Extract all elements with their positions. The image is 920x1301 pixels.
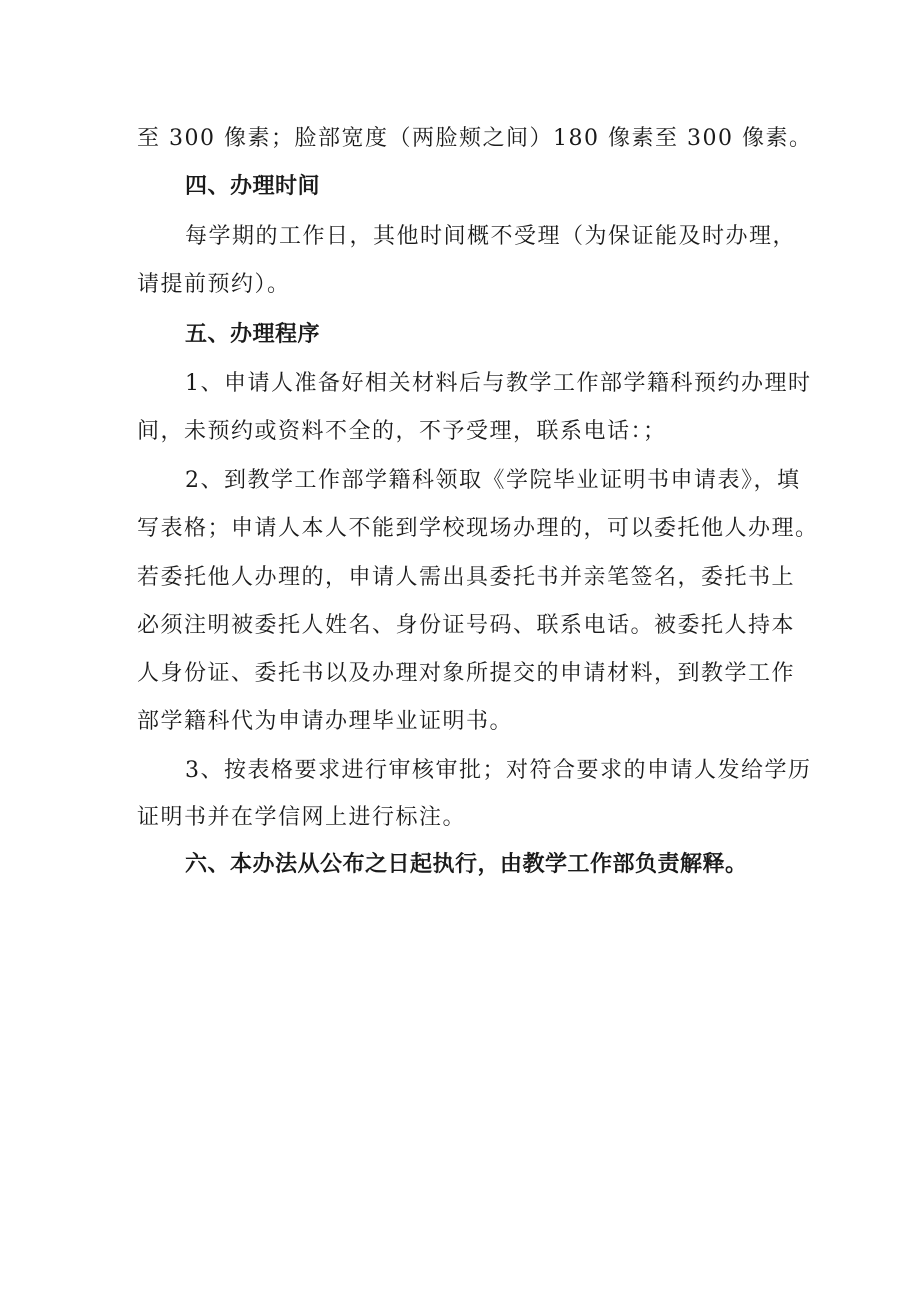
paragraph-line: 必须注明被委托人姓名、身份证号码、联系电话。被委托人持本 bbox=[137, 613, 796, 638]
paragraph-line: 部学籍科代为申请办理毕业证明书。 bbox=[137, 709, 514, 734]
paragraph-line: 间，未预约或资料不全的，不予受理，联系电话：； bbox=[137, 419, 667, 444]
section-heading-6: 六、本办法从公布之日起执行，由教学工作部负责解释。 bbox=[185, 852, 748, 877]
paragraph-line: 人身份证、委托书以及办理对象所提交的申请材料，到教学工作 bbox=[137, 661, 796, 686]
paragraph-line: 1、申请人准备好相关材料后与教学工作部学籍科预约办理时 bbox=[185, 371, 812, 396]
section-heading-5: 五、办理程序 bbox=[185, 322, 321, 347]
paragraph-line: 若委托他人办理的，申请人需出具委托书并亲笔签名，委托书上 bbox=[137, 565, 796, 590]
paragraph-line: 3、按表格要求进行审核审批；对符合要求的申请人发给学历 bbox=[185, 758, 812, 783]
paragraph-line: 请提前预约）。 bbox=[137, 272, 291, 297]
photo-size-continuation: 至 300 像素；脸部宽度（两脸颊之间）180 像素至 300 像素。 bbox=[137, 126, 813, 151]
section-heading-4: 四、办理时间 bbox=[185, 174, 321, 199]
paragraph-line: 证明书并在学信网上进行标注。 bbox=[137, 805, 467, 830]
paragraph-line: 写表格；申请人本人不能到学校现场办理的，可以委托他人办理。 bbox=[137, 516, 819, 541]
paragraph-line: 2、到教学工作部学籍科领取《学院毕业证明书申请表》，填 bbox=[185, 468, 801, 493]
paragraph-line: 每学期的工作日，其他时间概不受理（为保证能及时办理， bbox=[185, 224, 797, 249]
